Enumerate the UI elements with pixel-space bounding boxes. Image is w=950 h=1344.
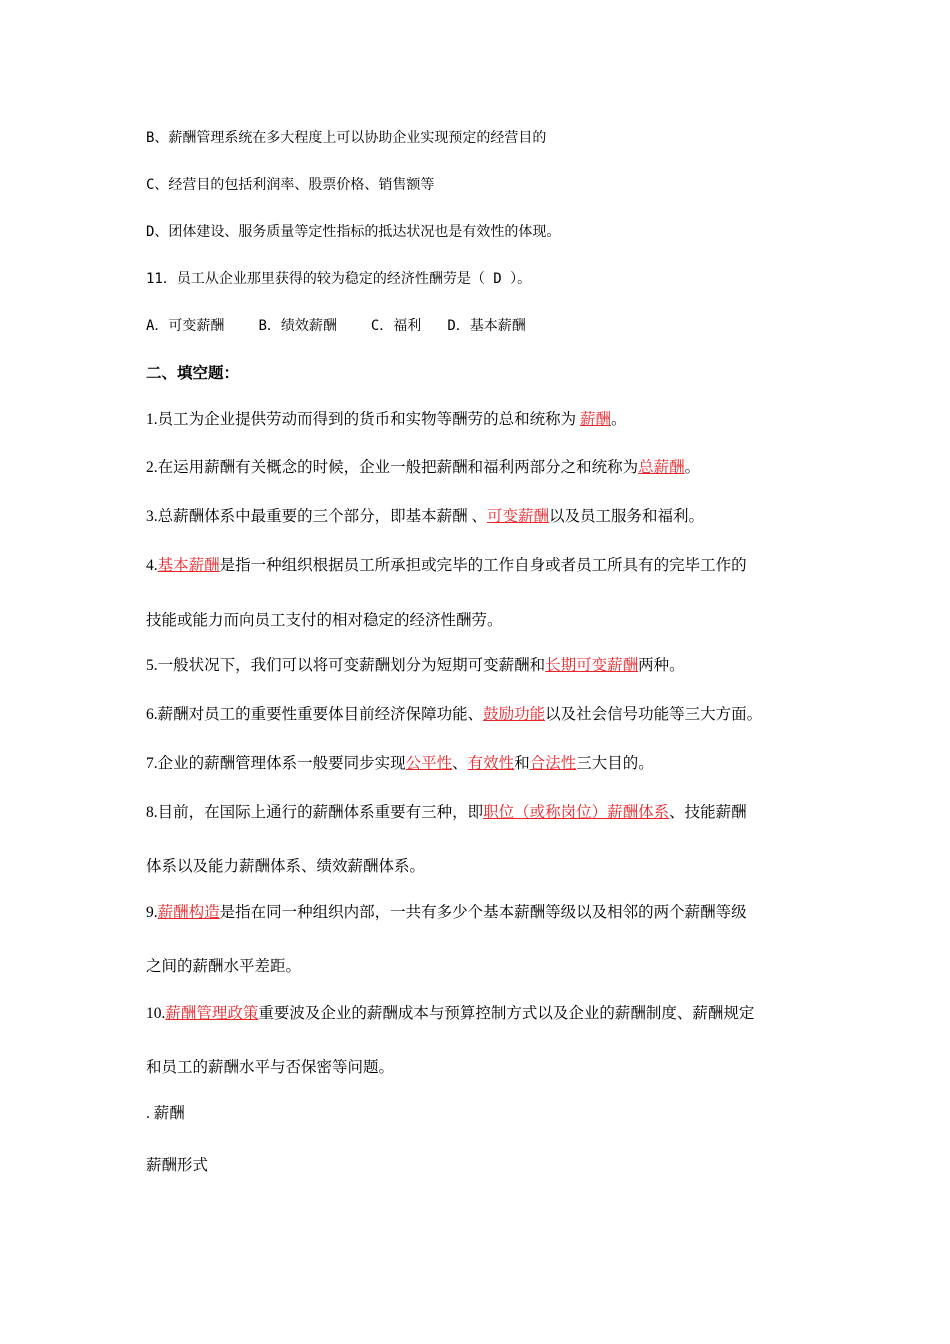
- answer-blank: 基本薪酬: [157, 557, 220, 574]
- q11-option-d: D．基本薪酬: [447, 318, 526, 334]
- fill-text: 重要波及企业的薪酬成本与预算控制方式以及企业的薪酬制度、薪酬规定: [258, 1005, 755, 1022]
- fill-text: 三大目的。: [576, 755, 654, 772]
- answer-blank: 薪酬: [580, 411, 612, 428]
- fill-text: 和: [514, 755, 530, 772]
- fill-item-7: [146, 754, 654, 774]
- answer-blank: 薪酬构造: [157, 904, 220, 921]
- answer-blank: 公平性: [405, 755, 453, 772]
- fill-text: 。: [684, 459, 701, 476]
- fill-item-10: [146, 1004, 754, 1024]
- answer-blank: 长期可变薪酬: [545, 657, 639, 674]
- question-11-options: [146, 316, 526, 336]
- section-title: 二、填空题：: [146, 365, 240, 382]
- fill-item-1: [146, 410, 627, 430]
- fill-item-9: [146, 903, 747, 923]
- fill-text: 9.: [146, 904, 158, 921]
- fill-item-8: [146, 803, 747, 823]
- option-b: B、薪酬管理系统在多大程度上可以协助企业实现预定的经营目的: [146, 130, 547, 146]
- q11-option-b: B．绩效薪酬: [258, 318, 337, 334]
- fill-text: 4.: [146, 557, 158, 574]
- fill-text: 两种。: [638, 657, 685, 674]
- fill-text: 。: [611, 411, 627, 428]
- answer-blank: 有效性: [467, 755, 515, 772]
- fill-text: 是指在同一种组织内部，一共有多少个基本薪酬等级以及相邻的两个薪酬等级: [219, 904, 747, 921]
- footer-line-2: 薪酬形式: [146, 1157, 209, 1174]
- fill-item-3: [146, 507, 704, 527]
- fill-text: 1.员工为企业提供劳动而得到的货币和实物等酬劳的总和统称为: [146, 411, 581, 428]
- fill-text: 、: [452, 755, 468, 772]
- fill-item-8-continued: 体系以及能力薪酬体系、绩效薪酬体系。: [146, 858, 426, 875]
- fill-item-10-continued: 和员工的薪酬水平与否保密等问题。: [146, 1059, 395, 1076]
- fill-item-4-continued: 技能或能力而向员工支付的相对稳定的经济性酬劳。: [146, 612, 503, 629]
- fill-text: 3.总薪酬体系中最重要的三个部分，即基本薪酬 、: [146, 508, 488, 525]
- q11-option-a: A．可变薪酬: [146, 318, 225, 334]
- fill-text: 以及员工服务和福利。: [549, 508, 705, 525]
- fill-item-9-continued: 之间的薪酬水平差距。: [146, 958, 302, 975]
- fill-item-6: [146, 705, 762, 725]
- fill-text: 10.: [146, 1005, 166, 1022]
- answer-blank: 合法性: [529, 755, 577, 772]
- question-11: 11．员工从企业那里获得的较为稳定的经济性酬劳是（ D ）。: [146, 271, 532, 287]
- fill-text: 6.薪酬对员工的重要性重要体目前经济保障功能、: [146, 706, 484, 723]
- answer-blank: 薪酬管理政策: [165, 1005, 259, 1022]
- footer-line-1: . 薪酬: [146, 1105, 185, 1122]
- fill-text: 8.目前，在国际上通行的薪酬体系重要有三种，即: [146, 804, 484, 821]
- option-c: C、经营目的包括利润率、股票价格、销售额等: [146, 177, 435, 193]
- option-d: D、团体建设、服务质量等定性指标的抵达状况也是有效性的体现。: [146, 224, 561, 240]
- answer-blank: 鼓励功能: [483, 706, 546, 723]
- fill-item-2: [146, 458, 700, 478]
- fill-text: 是指一种组织根据员工所承担或完毕的工作自身或者员工所具有的完毕工作的: [219, 557, 747, 574]
- fill-item-5: [146, 656, 685, 676]
- fill-text: 2.在运用薪酬有关概念的时候，企业一般把薪酬和福利两部分之和统称为: [146, 459, 639, 476]
- fill-text: 以及社会信号功能等三大方面。: [545, 706, 763, 723]
- answer-blank: 职位（或称岗位）薪酬体系: [483, 804, 670, 821]
- answer-blank: 总薪酬: [638, 459, 685, 476]
- fill-text: 、技能薪酬: [669, 804, 747, 821]
- fill-item-4: [146, 556, 747, 576]
- fill-text: 5.一般状况下，我们可以将可变薪酬划分为短期可变薪酬和: [146, 657, 546, 674]
- fill-text: 7.企业的薪酬管理体系一般要同步实现: [146, 755, 406, 772]
- answer-blank: 可变薪酬: [487, 508, 550, 525]
- q11-option-c: C．福利: [370, 318, 422, 334]
